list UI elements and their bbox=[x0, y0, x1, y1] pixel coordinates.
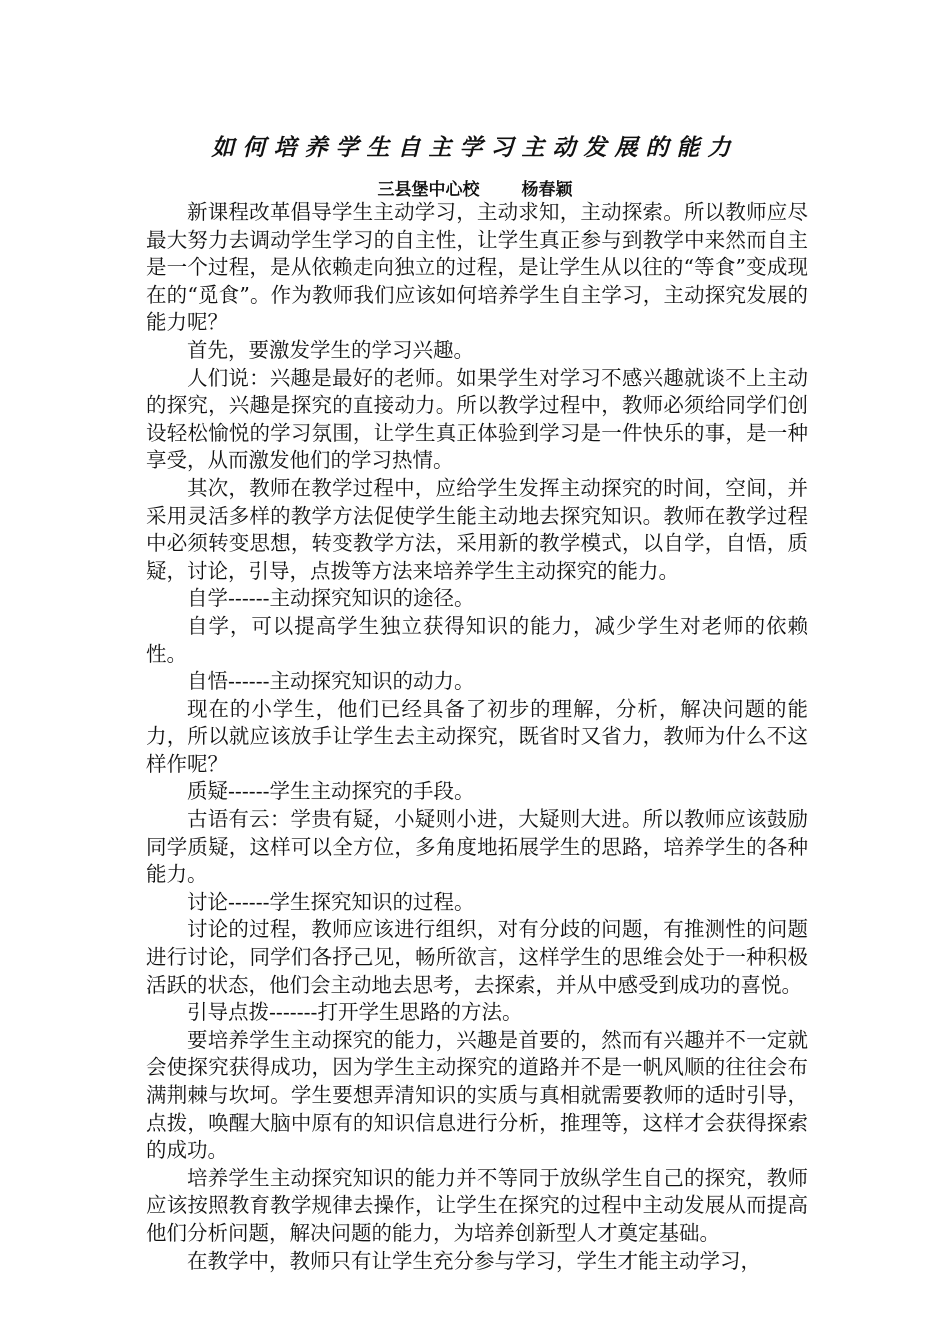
paragraph: 讨论------学生探究知识的过程。 bbox=[187, 889, 475, 914]
paragraph: 在教学中，教师只有让学生充分参与学习，学生才能主动学习， bbox=[187, 1248, 761, 1273]
paragraph: 其次，教师在教学过程中，应给学生发挥主动探究的时间，空间，并采用灵活多样的教学方法促使学生能主动地去探究知识。教师在教学过程中必须转变思想，转变教学方法，采用新的教学模式，以自学，自悟，质疑，讨论，引导，点拨等方法来培养学生主动探究的能力。 bbox=[146, 475, 808, 583]
paragraph: 讨论的过程，教师应该进行组织，对有分歧的问题，有推测性的问题进行讨论，同学们各抒己见，畅所欲言，这样学生的思维会处于一种积极活跃的状态，他们会主动地去思考，去探索，并从中感受到成功的喜悦。 bbox=[146, 917, 808, 997]
school-name: 三县堡中心校 bbox=[377, 180, 480, 200]
author-name: 杨春颖 bbox=[521, 180, 573, 200]
paragraph: 引导点拨-------打开学生思路的方法。 bbox=[187, 1000, 523, 1025]
document-title: 如何培养学生自主学习主动发展的能力 bbox=[211, 134, 739, 161]
paragraph: 新课程改革倡导学生主动学习，主动求知，主动探索。所以教师应尽最大努力去调动学生学习的自主性，让学生真正参与到教学中来然而自主是一个过程，是从依赖走向独立的过程，是让学生从以往的“等食”变成现在的“觅食”。作为教师我们应该如何培养学生自主学习，主动探究发展的能力呢？ bbox=[146, 200, 808, 335]
paragraph: 自学，可以提高学生独立获得知识的能力，减少学生对老师的依赖性。 bbox=[146, 613, 808, 666]
paragraph: 自学------主动探究知识的途径。 bbox=[187, 586, 475, 611]
paragraph: 古语有云：学贵有疑，小疑则小进，大疑则大进。所以教师应该鼓励同学质疑，这样可以全方位，多角度地拓展学生的思路，培养学生的各种能力。 bbox=[146, 807, 808, 887]
paragraph: 人们说：兴趣是最好的老师。如果学生对学习不感兴趣就谈不上主动的探究，兴趣是探究的直接动力。所以教学过程中，教师必须给同学们创设轻松愉悦的学习氛围，让学生真正体验到学习是一件快乐的事，是一种享受，从而激发他们的学习热情。 bbox=[146, 365, 808, 473]
paragraph: 要培养学生主动探究的能力，兴趣是首要的，然而有兴趣并不一定就会使探究获得成功，因为学生主动探究的道路并不是一帆风顺的往往会布满荆棘与坎坷。学生要想弄清知识的实质与真相就需要教师的适时引导，点拨，唤醒大脑中原有的知识信息进行分析，推理等，这样才会获得探索的成功。 bbox=[146, 1027, 808, 1163]
paragraph: 质疑------学生主动探究的手段。 bbox=[187, 779, 475, 804]
paragraph: 自悟------主动探究知识的动力。 bbox=[187, 669, 475, 694]
paragraph: 首先，要激发学生的学习兴趣。 bbox=[187, 337, 474, 362]
paragraph: 培养学生主动探究知识的能力并不等同于放纵学生自己的探究，教师应该按照教育教学规律去操作，让学生在探究的过程中主动发展从而提高他们分析问题，解决问题的能力，为培养创新型人才奠定基础。 bbox=[146, 1165, 808, 1245]
paragraph: 现在的小学生，他们已经具备了初步的理解，分析，解决问题的能力，所以就应该放手让学生去主动探究，既省时又省力，教师为什么不这样作呢？ bbox=[146, 696, 808, 776]
document-body bbox=[146, 199, 808, 1275]
